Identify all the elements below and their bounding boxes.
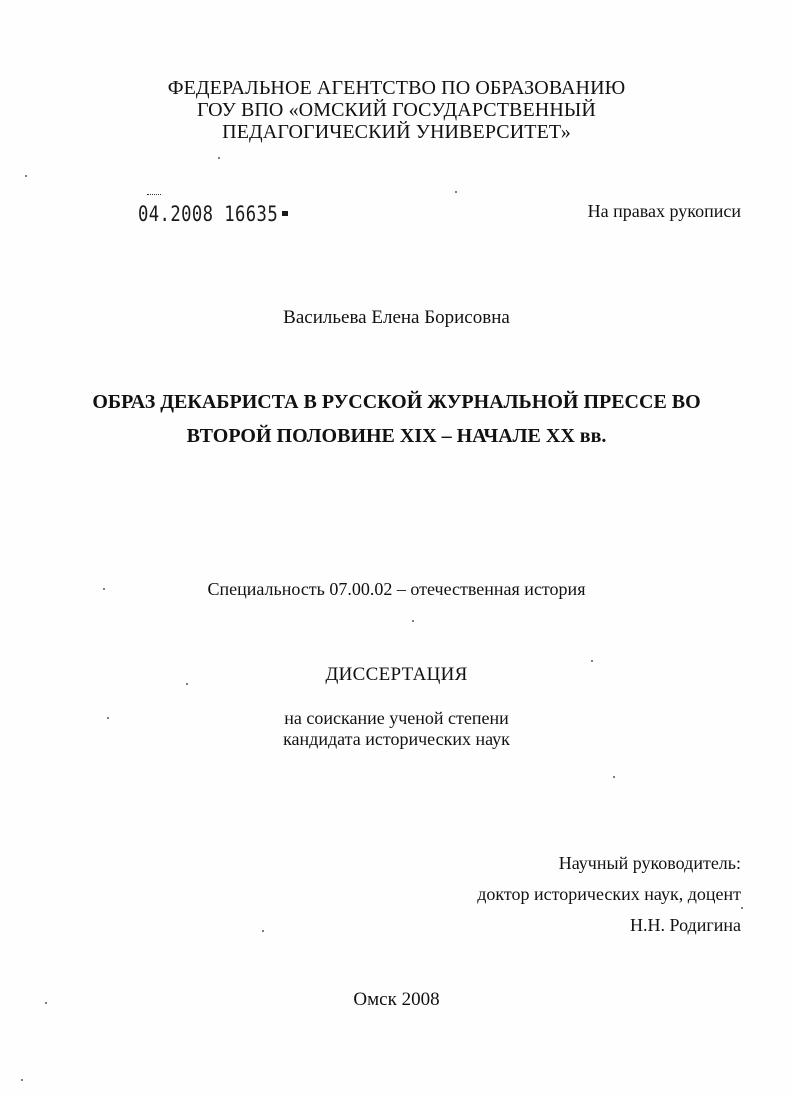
scan-speck bbox=[741, 907, 743, 909]
degree-line2: кандидата исторических наук bbox=[283, 729, 510, 749]
author-name: Васильева Елена Борисовна bbox=[283, 307, 510, 328]
header-agency: ФЕДЕРАЛЬНОЕ АГЕНТСТВО ПО ОБРАЗОВАНИЮ bbox=[167, 77, 626, 99]
specialty-line: Специальность 07.00.02 – отечественная история bbox=[207, 579, 586, 599]
dissertation-title-line1: ОБРАЗ ДЕКАБРИСТА В РУССКОЙ ЖУРНАЛЬНОЙ ПРЕССЕ ВО bbox=[92, 391, 701, 413]
supervisor-title: доктор исторических наук, доцент bbox=[477, 884, 741, 904]
stamp-end-mark bbox=[282, 211, 288, 216]
scan-speck bbox=[613, 776, 615, 778]
header-university-line1: ГОУ ВПО «ОМСКИЙ ГОСУДАРСТВЕННЫЙ bbox=[197, 99, 596, 121]
scan-speck bbox=[45, 1002, 47, 1004]
city-year: Омск 2008 bbox=[353, 989, 440, 1010]
stamp-tick-mark bbox=[147, 194, 161, 197]
supervisor-name: Н.Н. Родигина bbox=[630, 915, 741, 935]
rights-note: На правах рукописи bbox=[587, 201, 741, 221]
scan-speck bbox=[455, 191, 457, 193]
scan-speck bbox=[262, 930, 264, 932]
header-university-line2: ПЕДАГОГИЧЕСКИЙ УНИВЕРСИТЕТ» bbox=[222, 121, 571, 143]
scan-speck bbox=[107, 717, 109, 719]
dissertation-label: ДИССЕРТАЦИЯ bbox=[325, 664, 468, 685]
scan-speck bbox=[218, 157, 220, 159]
scan-speck bbox=[186, 683, 188, 685]
stamp-number: 04.2008 16635 bbox=[138, 202, 279, 226]
dissertation-title-line2: ВТОРОЙ ПОЛОВИНЕ XIX – НАЧАЛЕ XX вв. bbox=[186, 425, 607, 447]
scan-speck bbox=[103, 588, 105, 590]
scan-speck bbox=[25, 175, 27, 177]
scan-speck bbox=[412, 620, 414, 622]
scan-speck bbox=[21, 1079, 23, 1081]
registration-stamp bbox=[138, 202, 278, 226]
supervisor-label: Научный руководитель: bbox=[558, 853, 741, 873]
degree-line1: на соискание ученой степени bbox=[284, 708, 509, 728]
scan-speck bbox=[591, 660, 593, 662]
